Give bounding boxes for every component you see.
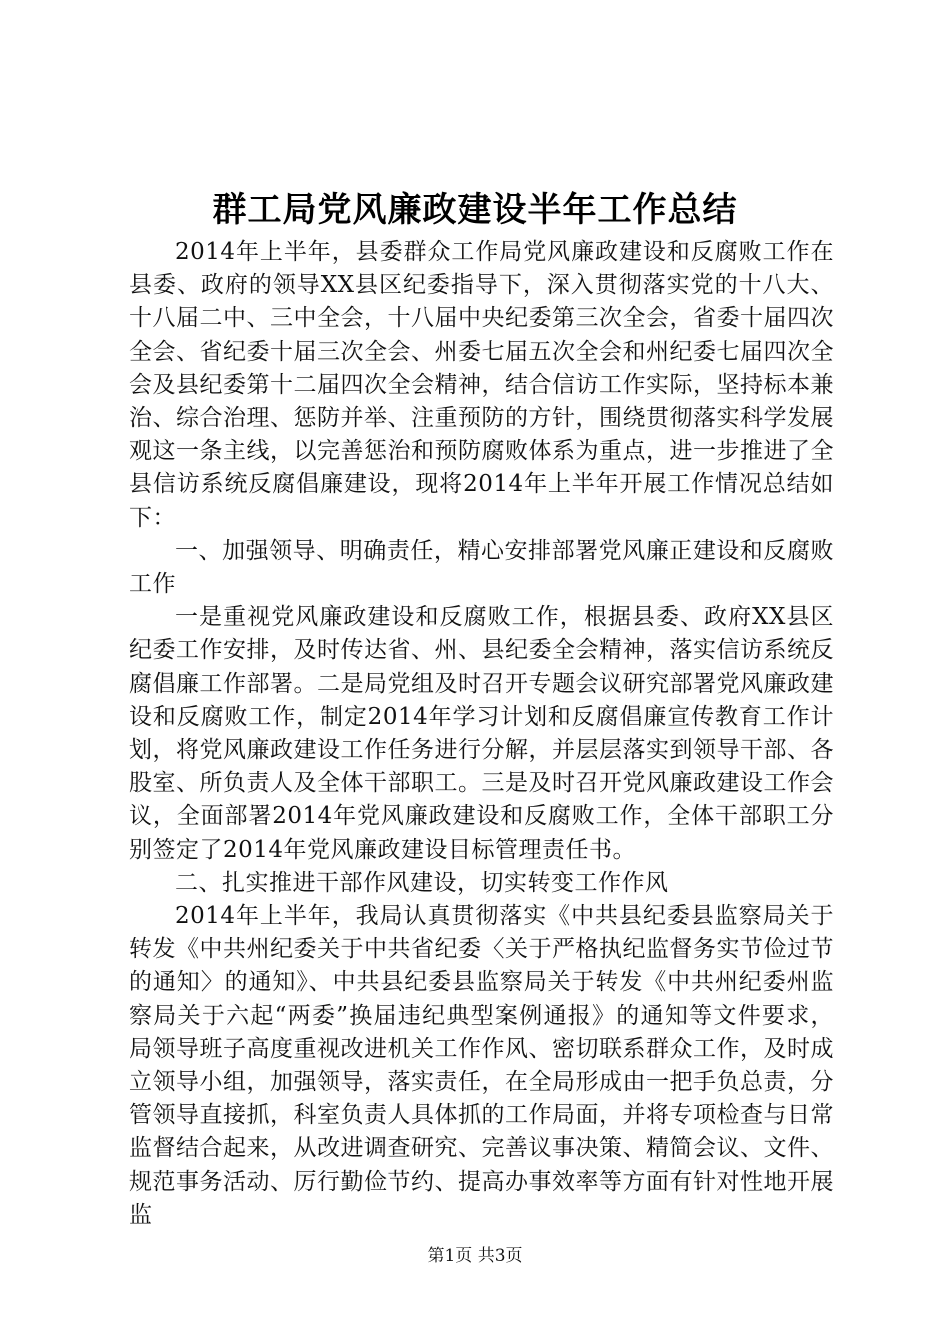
document-title: 群工局党风廉政建设半年工作总结 — [212, 190, 738, 230]
page-number-footer: 第1页 共3页 — [427, 1246, 523, 1266]
paragraph-intro: 2014年上半年，县委群众工作局党风廉政建设和反腐败工作在县委、政府的领导XX县区纪委指导下，深入贯彻落实党的十八大、十八届二中、三中全会，十八届中央纪委第三次全会，省委十届四次全会、省纪委十届三次全会、州委七届五次全会和州纪委七届四次全会及县纪委第十二届四次全会精神，结合信访工作实际，坚持标本兼治、综合治理、惩防并举、注重预防的方针，围绕贯彻落实科学发展观这一条主线，以完善惩治和预防腐败体系为重点，进一步推进了全县信访系统反腐倡廉建设，现将2014年上半年开展工作情况总结如下： — [129, 239, 834, 531]
paragraph-section-2: 2014年上半年，我局认真贯彻落实《中共县纪委县监察局关于转发《中共州纪委关于中共省纪委〈关于严格执纪监督务实节俭过节的通知〉的通知》、中共县纪委县监察局关于转发《中共州纪委州监察局关于六起“两委”换届违纪典型案例通报》的通知等文件要求，局领导班子高度重视改进机关工作作风、密切联系群众工作，及时成立领导小组，加强领导，落实责任，在全局形成由一把手负总责，分管领导直接抓，科室负责人具体抓的工作局面，并将专项检查与日常监督结合起来，从改进调查研究、完善议事决策、精简会议、文件、规范事务活动、厉行勤俭节约、提高办事效率等方面有针对性地开展监 — [129, 903, 834, 1228]
section-heading-2: 二、扎实推进干部作风建设，切实转变工作作风 — [175, 869, 669, 896]
paragraph-section-1: 一是重视党风廉政建设和反腐败工作，根据县委、政府XX县区纪委工作安排，及时传达省、州、县纪委全会精神，落实信访系统反腐倡廉工作部署。二是局党组及时召开专题会议研究部署党风廉政建设和反腐败工作，制定2014年学习计划和反腐倡廉宣传教育工作计划，将党风廉政建设工作任务进行分解，并层层落实到领导干部、各股室、所负责人及全体干部职工。三是及时召开党风廉政建设工作会议，全面部署2014年党风廉政建设和反腐败工作，全体干部职工分别签定了2014年党风廉政建设目标管理责任书。 — [129, 604, 834, 863]
document-body — [129, 236, 834, 1232]
section-heading-1: 一、加强领导、明确责任，精心安排部署党风廉正建设和反腐败工作 — [129, 537, 834, 598]
